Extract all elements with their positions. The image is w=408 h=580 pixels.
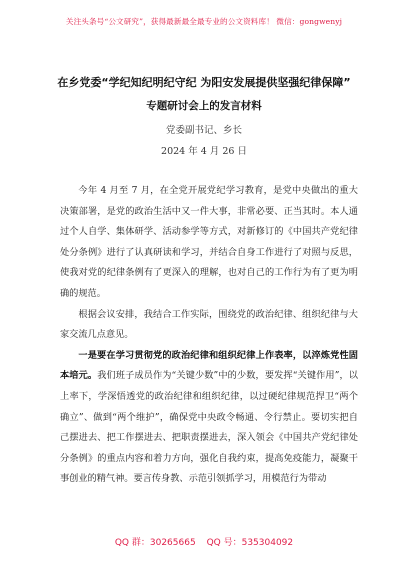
footer-qq: QQ 号：535304092: [206, 538, 294, 548]
document-title: 在乡党委“学纪知纪明纪守纪 为阳安发展提供坚强纪律保障”: [57, 76, 351, 89]
document-subtitle: 专题研讨会上的发言材料: [146, 100, 262, 112]
footer-contact: [0, 535, 408, 548]
paragraph-intro: 今年 4 月至 7 月，在全党开展党纪学习教育，是党中央做出的重大决策部署，是党的政治生活中又一件大事，非常必要、正当其时。本人通过个人自学、集体研学、活动参学等方式，对新修订的《中国共产党纪律处分条例》进行了认真研读和学习，并结合自身工作进行了对照与反思，使我对党的纪律条例有了更深入的理解，也对自己的工作行为有了更为明确的规范。: [60, 185, 358, 299]
paragraph-point-one: [60, 346, 358, 490]
point-one-text: 我们班子成员作为“关键少数”中的少数，要发挥“关键作用”，以上率下，学深悟透党的政治纪律和组织纪律，以过硬纪律规范捍卫“两个确立”、做到“两个维护”，确保党中央政令畅通、令行禁止。要切实把自己摆进去、把工作摆进去、把职责摆进去，深入领会《中国共产党纪律处分条例》的重点内容和着力方向，强化自我约束，提高免疫能力，凝聚干事创业的精气神。要言传身教、示范引领抓学习，用模范行为带动: [60, 370, 358, 485]
header-banner: 关注头条号“公文研究”，获得最新最全最专业的公文资料库！ 微信：gongwenyj: [65, 17, 343, 26]
footer-qq-group: QQ 群：30265665: [114, 538, 196, 548]
document-body: [60, 181, 358, 490]
author-line: 党委副书记、乡长: [165, 125, 242, 136]
point-one-heading: 一是要在学习贯彻党的政治纪律和组织纪律上作表率，以淬炼党性固本培元。: [60, 349, 358, 382]
paragraph-arrangement: 根据会议安排，我结合工作实际，围绕党的政治纪律、组织纪律与大家交流几点意见。: [60, 308, 358, 341]
date-line: 2024 年 4 月 26 日: [161, 146, 247, 157]
